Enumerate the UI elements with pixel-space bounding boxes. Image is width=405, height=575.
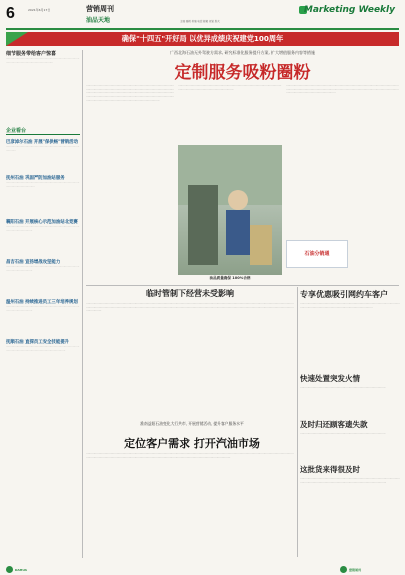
article-headline: 快速处置突发火情 xyxy=(300,374,360,383)
lead-article-col-1: ·················································································································································································································································································································································································································································································································· xyxy=(86,84,174,102)
banner-accent xyxy=(6,32,28,46)
left-col-body: ·················································································································································· xyxy=(6,57,80,64)
section-subtitle: 油品天地 xyxy=(86,17,111,24)
footer-logo-left xyxy=(6,559,60,572)
article-headline: 这批货来得很及时 xyxy=(300,465,360,474)
footer-logo-icon xyxy=(340,566,347,573)
top-banner: 确保"十四五"开好局 以优异成绩庆祝建党100周年 xyxy=(6,32,399,46)
left-column xyxy=(6,50,80,570)
left-item-body: ························································································································· xyxy=(6,265,80,272)
page-header xyxy=(0,0,405,28)
left-item-body: ························································································································· xyxy=(6,225,80,232)
lead-deck: 广西北海石油无外驾驶方需求, 研究标准化服务提升方案, 扩大增值服务内容等措施 xyxy=(169,50,316,55)
brand-name: Marketing Weekly xyxy=(303,5,395,15)
left-col-title: 细节服务带给客户惊喜 xyxy=(6,51,57,57)
left-item-title: 抚州石油 巩固严防加油站服务 xyxy=(6,176,65,181)
column-rule xyxy=(82,50,83,558)
article-body: ························································································································································································································································································································································································································································································································ xyxy=(86,302,294,313)
left-item-title: 抚顺石油 直探员工安全技能提升 xyxy=(6,340,69,345)
lead-headline: 定制服务吸粉圈粉 xyxy=(174,63,311,83)
article-body: ·········································································································································································································· xyxy=(300,302,400,309)
lead-article-col-2: ·························································································································································································· xyxy=(178,84,282,91)
left-item-body: ····································································································· xyxy=(6,145,80,152)
left-item-title: 巴彦淖尔石油 开展"保供畅"营销活动 xyxy=(6,140,78,145)
photo-illustration xyxy=(178,145,282,275)
issue-date: 2021年6月17日 xyxy=(28,8,51,12)
left-item-title: 昌吉石油 宣扬增战攻坚能力 xyxy=(6,260,61,265)
article-headline: 临时管制下经营未受影响 xyxy=(146,289,234,298)
article-headline: 专享优惠吸引网约车客户 xyxy=(300,290,388,299)
left-item-title: 襄阳石油 开展核心示范加油站北竞赛 xyxy=(6,220,78,225)
page-number: 6 xyxy=(6,5,15,22)
lead-article-col-3: ·································································································································································································································································································································· xyxy=(286,84,399,95)
header-meta: 主编 编辑 美编 电话 邮箱 视觉 版式 xyxy=(180,20,220,23)
left-item-body: ································································································································································· xyxy=(6,345,80,352)
article-body: ···································································································· xyxy=(300,432,386,435)
left-col-kicker: 企业看台 xyxy=(6,127,80,135)
lead-photo xyxy=(178,145,282,275)
article-body: ···························································································································································································································································································································································································································· xyxy=(86,452,294,459)
article-headline: 及时归还顾客遗失款 xyxy=(300,420,368,429)
footer-logo-icon xyxy=(6,566,13,573)
footer-right-text: 营销周刊 xyxy=(349,567,362,572)
footer-logo-right xyxy=(340,559,398,572)
header-rule xyxy=(6,28,399,30)
article-headline-large: 定位客户需求 打开汽油市场 xyxy=(124,437,260,450)
photo-caption: 油品质量确保 100%合格 xyxy=(209,276,251,280)
section-rule xyxy=(86,285,399,286)
left-item-body: ························································································································· xyxy=(6,305,80,312)
section-title: 营销周刊 xyxy=(86,5,114,13)
left-item-title: 温州石油 持续推进员工三年培养规划 xyxy=(6,300,78,305)
article-body: ···································································································· xyxy=(300,386,386,389)
promo-logo: 石油分销通 xyxy=(286,240,348,268)
footer-left-text: DAHUA xyxy=(15,567,27,572)
article-body: ·························································································································································································································· xyxy=(300,477,400,484)
article-deck: 淮南益阳石油变化大行共市, 开展营销活动, 提升客户服务水平 xyxy=(140,421,244,426)
left-item-body: ···························································································································· xyxy=(6,181,80,188)
